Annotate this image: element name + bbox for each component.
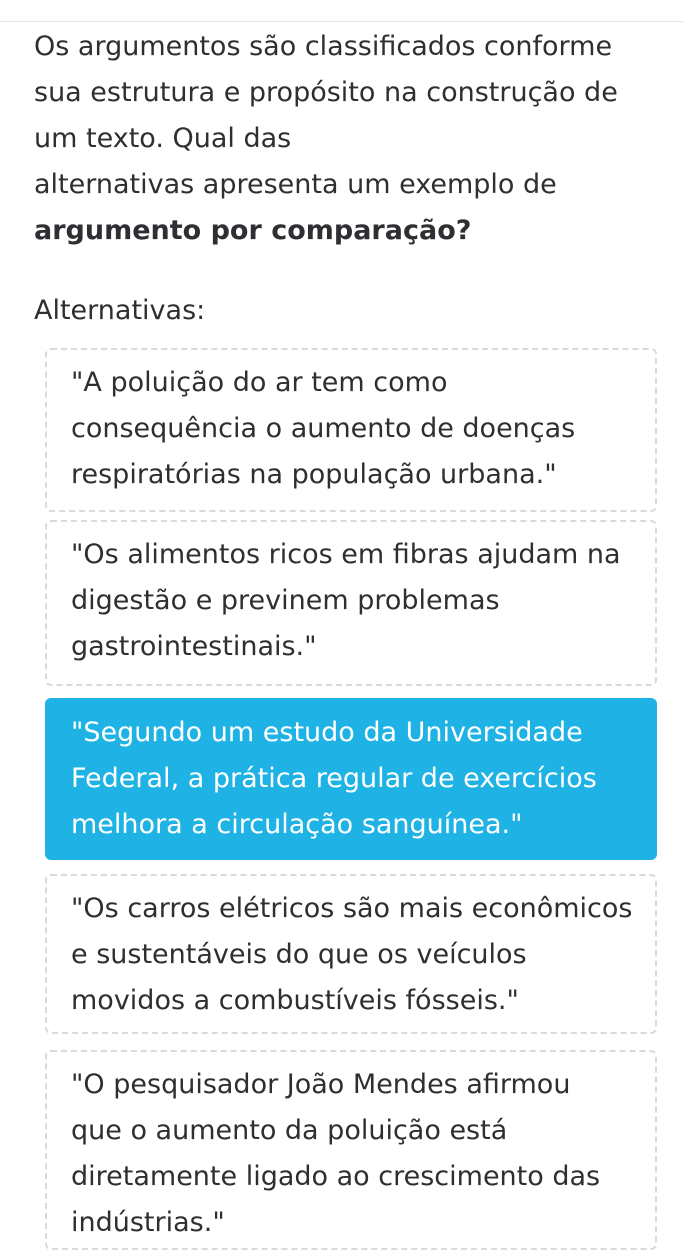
- option-text-line: que o aumento da poluição está: [71, 1115, 508, 1146]
- option-text-line: "Os carros elétricos são mais econômicos: [71, 893, 633, 924]
- question-line: um texto. Qual das: [34, 123, 292, 154]
- question-line: alternativas apresenta um exemplo de: [34, 169, 557, 200]
- option-text-line: movidos a combustíveis fósseis.": [71, 985, 519, 1016]
- option-text-line: consequência o aumento de doenças: [71, 413, 576, 444]
- option-text-line: Federal, a prática regular de exercícios: [71, 763, 597, 794]
- alternatives-heading: Alternativas:: [34, 295, 206, 326]
- option-5[interactable]: [45, 1050, 657, 1250]
- option-1[interactable]: [45, 348, 657, 512]
- question-line: Os argumentos são classificados conforme: [34, 31, 613, 62]
- question-emphasis: argumento por comparação?: [34, 215, 472, 246]
- question-text: [34, 24, 664, 254]
- option-text-line: "Os alimentos ricos em fibras ajudam na: [71, 539, 621, 570]
- option-text-line: respiratórias na população urbana.": [71, 459, 557, 490]
- option-text-line: digestão e previnem problemas: [71, 585, 500, 616]
- option-2[interactable]: [45, 520, 657, 686]
- question-line: sua estrutura e propósito na construção de: [34, 77, 618, 108]
- option-text-line: "O pesquisador João Mendes afirmou: [71, 1069, 571, 1100]
- option-text-line: "Segundo um estudo da Universidade: [71, 717, 583, 748]
- option-3-selected[interactable]: [45, 698, 657, 860]
- option-text-line: indústrias.": [71, 1207, 225, 1238]
- option-text-line: e sustentáveis do que os veículos: [71, 939, 527, 970]
- option-text-line: "A poluição do ar tem como: [71, 367, 448, 398]
- option-text-line: diretamente ligado ao crescimento das: [71, 1161, 601, 1192]
- option-text-line: gastrointestinais.": [71, 631, 317, 662]
- top-divider: [0, 21, 683, 22]
- option-4[interactable]: [45, 874, 657, 1034]
- option-text-line: melhora a circulação sanguínea.": [71, 809, 523, 840]
